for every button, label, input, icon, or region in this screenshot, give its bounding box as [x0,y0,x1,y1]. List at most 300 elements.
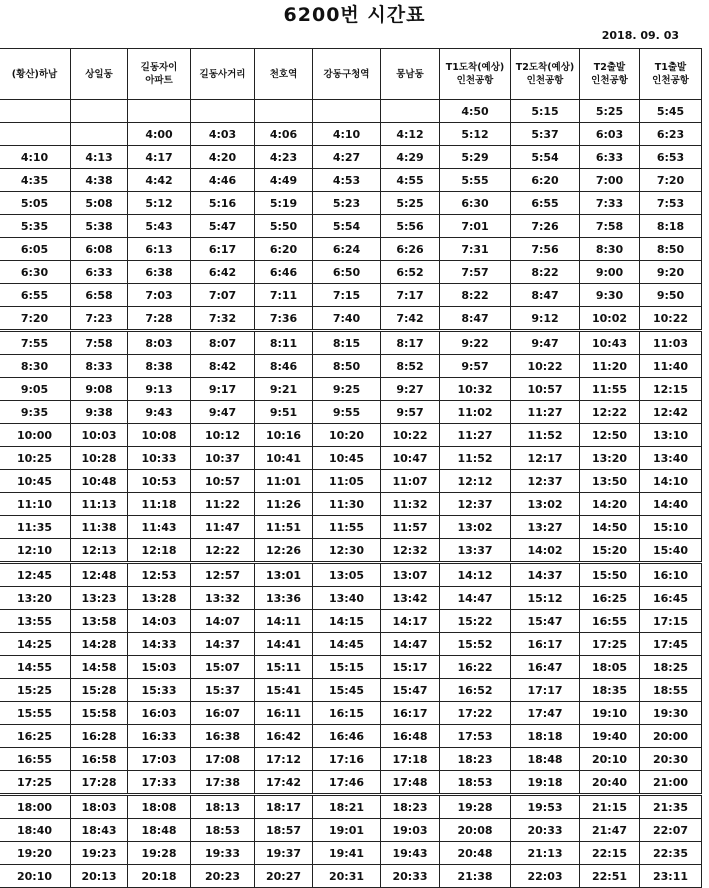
time-cell: 4:03 [191,123,255,146]
time-cell: 14:12 [440,563,511,587]
time-cell: 16:38 [191,725,255,748]
time-cell: 9:13 [128,378,191,401]
time-cell: 5:54 [511,146,580,169]
time-cell: 15:20 [580,539,640,563]
time-cell: 19:18 [511,771,580,795]
table-row [0,447,702,470]
time-cell: 18:57 [255,819,313,842]
time-cell [191,100,255,123]
time-cell: 6:42 [191,261,255,284]
table-row [0,563,702,587]
time-cell: 11:05 [313,470,381,493]
time-cell: 17:12 [255,748,313,771]
time-cell: 17:15 [640,610,702,633]
time-cell: 4:06 [255,123,313,146]
time-cell: 9:05 [0,378,71,401]
time-cell: 4:50 [440,100,511,123]
time-cell: 14:58 [71,656,128,679]
time-cell: 14:10 [640,470,702,493]
time-cell: 16:10 [640,563,702,587]
time-cell: 15:41 [255,679,313,702]
time-cell: 19:33 [191,842,255,865]
time-cell: 15:10 [640,516,702,539]
time-cell: 16:42 [255,725,313,748]
time-cell: 17:22 [440,702,511,725]
time-cell: 9:35 [0,401,71,424]
time-cell: 16:47 [511,656,580,679]
time-cell: 9:38 [71,401,128,424]
time-cell [128,100,191,123]
time-cell: 10:20 [313,424,381,447]
time-cell: 8:47 [511,284,580,307]
table-row [0,633,702,656]
column-header: 강동구청역 [313,49,381,100]
time-cell: 5:08 [71,192,128,215]
time-cell: 18:53 [440,771,511,795]
time-cell: 22:15 [580,842,640,865]
time-cell: 10:22 [640,307,702,331]
table-row [0,725,702,748]
time-cell: 9:17 [191,378,255,401]
time-cell: 11:43 [128,516,191,539]
time-cell: 8:30 [0,355,71,378]
time-cell: 7:40 [313,307,381,331]
time-cell: 19:23 [71,842,128,865]
time-cell: 7:07 [191,284,255,307]
time-cell: 14:45 [313,633,381,656]
time-cell: 10:47 [381,447,440,470]
time-cell: 13:20 [0,587,71,610]
time-cell: 6:58 [71,284,128,307]
time-cell: 6:52 [381,261,440,284]
time-cell: 15:47 [511,610,580,633]
table-row [0,284,702,307]
time-cell: 9:43 [128,401,191,424]
time-cell: 13:40 [640,447,702,470]
time-cell: 14:37 [511,563,580,587]
time-cell: 16:07 [191,702,255,725]
time-cell: 4:53 [313,169,381,192]
time-cell: 16:46 [313,725,381,748]
page-title: 6200번 시간표 [283,4,426,26]
time-cell: 13:23 [71,587,128,610]
time-cell: 10:32 [440,378,511,401]
time-cell: 5:55 [440,169,511,192]
time-cell: 16:52 [440,679,511,702]
time-cell: 19:28 [440,795,511,819]
time-cell: 12:30 [313,539,381,563]
time-cell: 16:22 [440,656,511,679]
time-cell: 11:57 [381,516,440,539]
time-cell: 19:01 [313,819,381,842]
table-row [0,587,702,610]
time-cell: 11:20 [580,355,640,378]
time-cell: 10:08 [128,424,191,447]
time-cell: 20:33 [381,865,440,888]
time-cell: 4:42 [128,169,191,192]
time-cell: 10:28 [71,447,128,470]
column-header: 길동사거리 [191,49,255,100]
time-cell: 7:42 [381,307,440,331]
time-cell: 13:32 [191,587,255,610]
time-cell: 9:20 [640,261,702,284]
time-cell: 6:03 [580,123,640,146]
timetable [0,48,702,888]
time-cell: 17:42 [255,771,313,795]
time-cell: 14:20 [580,493,640,516]
time-cell: 15:03 [128,656,191,679]
time-cell: 11:55 [580,378,640,401]
table-row [0,401,702,424]
table-row [0,215,702,238]
time-cell: 17:38 [191,771,255,795]
time-cell: 11:03 [640,331,702,355]
time-cell: 10:45 [313,447,381,470]
table-row [0,331,702,355]
time-cell: 11:18 [128,493,191,516]
time-cell: 16:55 [580,610,640,633]
time-cell: 18:48 [511,748,580,771]
time-cell: 8:11 [255,331,313,355]
time-cell: 17:08 [191,748,255,771]
time-cell: 18:40 [0,819,71,842]
time-cell: 7:36 [255,307,313,331]
time-cell: 13:28 [128,587,191,610]
time-cell: 19:20 [0,842,71,865]
time-cell: 14:17 [381,610,440,633]
time-cell: 13:58 [71,610,128,633]
time-cell: 20:10 [580,748,640,771]
time-cell: 14:07 [191,610,255,633]
table-row [0,748,702,771]
time-cell: 17:47 [511,702,580,725]
time-cell: 11:13 [71,493,128,516]
time-cell: 4:13 [71,146,128,169]
time-cell: 17:25 [0,771,71,795]
time-cell: 10:57 [511,378,580,401]
time-cell: 6:20 [255,238,313,261]
time-cell: 7:28 [128,307,191,331]
time-cell: 6:55 [0,284,71,307]
time-cell: 7:58 [580,215,640,238]
time-cell: 8:17 [381,331,440,355]
time-cell: 5:38 [71,215,128,238]
time-cell: 6:05 [0,238,71,261]
time-cell: 6:46 [255,261,313,284]
time-cell: 16:25 [0,725,71,748]
table-row [0,516,702,539]
time-cell: 14:40 [640,493,702,516]
time-cell: 13:42 [381,587,440,610]
time-cell: 15:52 [440,633,511,656]
time-cell: 9:12 [511,307,580,331]
time-cell: 10:43 [580,331,640,355]
time-cell: 12:10 [0,539,71,563]
time-cell: 14:02 [511,539,580,563]
time-cell: 15:25 [0,679,71,702]
time-cell: 5:43 [128,215,191,238]
time-cell: 12:22 [580,401,640,424]
time-cell: 18:23 [440,748,511,771]
table-row [0,192,702,215]
time-cell: 15:11 [255,656,313,679]
time-cell: 12:37 [511,470,580,493]
time-cell: 13:36 [255,587,313,610]
time-cell: 4:35 [0,169,71,192]
time-cell: 19:30 [640,702,702,725]
time-cell: 12:37 [440,493,511,516]
time-cell: 7:56 [511,238,580,261]
time-cell: 20:40 [580,771,640,795]
time-cell: 8:03 [128,331,191,355]
column-header: 천호역 [255,49,313,100]
time-cell: 9:25 [313,378,381,401]
time-cell: 14:03 [128,610,191,633]
time-cell: 17:33 [128,771,191,795]
time-cell: 18:05 [580,656,640,679]
time-cell: 9:08 [71,378,128,401]
time-cell: 10:00 [0,424,71,447]
time-cell: 14:41 [255,633,313,656]
time-cell: 10:22 [511,355,580,378]
time-cell: 6:50 [313,261,381,284]
time-cell: 13:37 [440,539,511,563]
time-cell: 15:37 [191,679,255,702]
table-row [0,378,702,401]
time-cell: 15:40 [640,539,702,563]
time-cell: 10:02 [580,307,640,331]
time-cell: 18:55 [640,679,702,702]
time-cell: 17:25 [580,633,640,656]
time-cell: 22:03 [511,865,580,888]
time-cell: 10:45 [0,470,71,493]
time-cell: 8:42 [191,355,255,378]
time-cell: 13:50 [580,470,640,493]
time-cell: 16:11 [255,702,313,725]
time-cell: 11:52 [440,447,511,470]
time-cell: 13:02 [511,493,580,516]
time-cell: 4:10 [313,123,381,146]
time-cell: 20:10 [0,865,71,888]
document-date: 2018. 09. 03 [601,29,679,42]
time-cell: 17:18 [381,748,440,771]
time-cell: 11:38 [71,516,128,539]
time-cell: 7:53 [640,192,702,215]
time-cell: 12:50 [580,424,640,447]
time-cell: 6:24 [313,238,381,261]
time-cell: 6:13 [128,238,191,261]
time-cell: 11:26 [255,493,313,516]
time-cell: 20:30 [640,748,702,771]
time-cell: 5:50 [255,215,313,238]
time-cell: 13:55 [0,610,71,633]
time-cell: 16:45 [640,587,702,610]
time-cell: 11:35 [0,516,71,539]
time-cell: 4:23 [255,146,313,169]
time-cell: 5:47 [191,215,255,238]
table-row [0,771,702,795]
time-cell: 23:11 [640,865,702,888]
time-cell: 12:15 [640,378,702,401]
time-cell: 8:15 [313,331,381,355]
time-cell: 7:58 [71,331,128,355]
time-cell: 16:33 [128,725,191,748]
table-row [0,169,702,192]
time-cell: 8:22 [511,261,580,284]
time-cell: 11:02 [440,401,511,424]
time-cell: 17:48 [381,771,440,795]
time-cell: 13:02 [440,516,511,539]
time-cell: 16:58 [71,748,128,771]
time-cell: 12:17 [511,447,580,470]
time-cell: 12:57 [191,563,255,587]
time-cell: 10:22 [381,424,440,447]
time-cell: 17:53 [440,725,511,748]
time-cell: 5:35 [0,215,71,238]
time-cell: 8:47 [440,307,511,331]
time-cell: 18:13 [191,795,255,819]
time-cell: 11:30 [313,493,381,516]
time-cell: 20:33 [511,819,580,842]
time-cell: 9:57 [440,355,511,378]
time-cell: 19:03 [381,819,440,842]
time-cell: 18:21 [313,795,381,819]
table-row [0,355,702,378]
time-cell: 14:11 [255,610,313,633]
time-cell: 21:13 [511,842,580,865]
time-cell: 15:55 [0,702,71,725]
time-cell: 19:10 [580,702,640,725]
time-cell: 5:37 [511,123,580,146]
time-cell: 15:58 [71,702,128,725]
time-cell: 16:25 [580,587,640,610]
time-cell: 9:47 [511,331,580,355]
time-cell: 5:29 [440,146,511,169]
time-cell: 9:55 [313,401,381,424]
time-cell: 20:23 [191,865,255,888]
time-cell: 12:18 [128,539,191,563]
time-cell: 21:15 [580,795,640,819]
table-row [0,470,702,493]
time-cell: 16:03 [128,702,191,725]
time-cell: 9:22 [440,331,511,355]
time-cell: 11:22 [191,493,255,516]
time-cell: 15:45 [313,679,381,702]
time-cell: 17:17 [511,679,580,702]
time-cell: 10:53 [128,470,191,493]
column-header: T1도착(예상) 인천공항 [440,49,511,100]
time-cell: 6:53 [640,146,702,169]
time-cell: 5:15 [511,100,580,123]
time-cell: 18:18 [511,725,580,748]
time-cell: 5:16 [191,192,255,215]
time-cell: 8:33 [71,355,128,378]
time-cell: 15:22 [440,610,511,633]
time-cell: 9:00 [580,261,640,284]
time-cell: 18:03 [71,795,128,819]
table-row [0,261,702,284]
time-cell: 19:53 [511,795,580,819]
column-header: T2출발 인천공항 [580,49,640,100]
time-cell: 5:45 [640,100,702,123]
time-cell: 17:46 [313,771,381,795]
time-cell: 7:55 [0,331,71,355]
time-cell: 16:28 [71,725,128,748]
table-row [0,307,702,331]
time-cell: 20:08 [440,819,511,842]
time-cell: 19:28 [128,842,191,865]
time-cell: 15:28 [71,679,128,702]
time-cell: 18:23 [381,795,440,819]
time-cell: 18:53 [191,819,255,842]
table-row [0,610,702,633]
time-cell: 21:00 [640,771,702,795]
time-cell: 5:19 [255,192,313,215]
time-cell: 11:40 [640,355,702,378]
column-header: T1출발 인천공항 [640,49,702,100]
time-cell: 6:33 [580,146,640,169]
time-cell: 10:57 [191,470,255,493]
time-cell: 10:03 [71,424,128,447]
time-cell: 11:47 [191,516,255,539]
time-cell: 14:28 [71,633,128,656]
table-row [0,702,702,725]
time-cell: 10:16 [255,424,313,447]
time-cell: 12:42 [640,401,702,424]
table-row [0,100,702,123]
time-cell: 7:23 [71,307,128,331]
time-cell: 12:48 [71,563,128,587]
time-cell: 7:26 [511,215,580,238]
time-cell: 11:55 [313,516,381,539]
time-cell: 6:08 [71,238,128,261]
time-cell: 15:15 [313,656,381,679]
time-cell: 21:35 [640,795,702,819]
time-cell: 10:12 [191,424,255,447]
time-cell: 6:17 [191,238,255,261]
timetable-header [0,49,702,100]
time-cell: 14:47 [440,587,511,610]
time-cell: 13:40 [313,587,381,610]
time-cell: 11:01 [255,470,313,493]
time-cell: 14:37 [191,633,255,656]
time-cell: 4:49 [255,169,313,192]
column-header: (황산)하남 [0,49,71,100]
time-cell: 9:30 [580,284,640,307]
time-cell: 4:55 [381,169,440,192]
time-cell: 5:25 [580,100,640,123]
time-cell [381,100,440,123]
time-cell: 20:00 [640,725,702,748]
time-cell: 16:48 [381,725,440,748]
time-cell: 18:35 [580,679,640,702]
time-cell: 5:12 [440,123,511,146]
time-cell: 15:17 [381,656,440,679]
time-cell: 14:47 [381,633,440,656]
time-cell: 11:10 [0,493,71,516]
time-cell: 8:18 [640,215,702,238]
time-cell: 22:35 [640,842,702,865]
time-cell: 12:12 [440,470,511,493]
time-cell: 12:13 [71,539,128,563]
table-row [0,656,702,679]
time-cell: 10:33 [128,447,191,470]
time-cell: 8:46 [255,355,313,378]
time-cell: 11:51 [255,516,313,539]
time-cell: 5:23 [313,192,381,215]
time-cell: 6:30 [0,261,71,284]
time-cell: 18:08 [128,795,191,819]
